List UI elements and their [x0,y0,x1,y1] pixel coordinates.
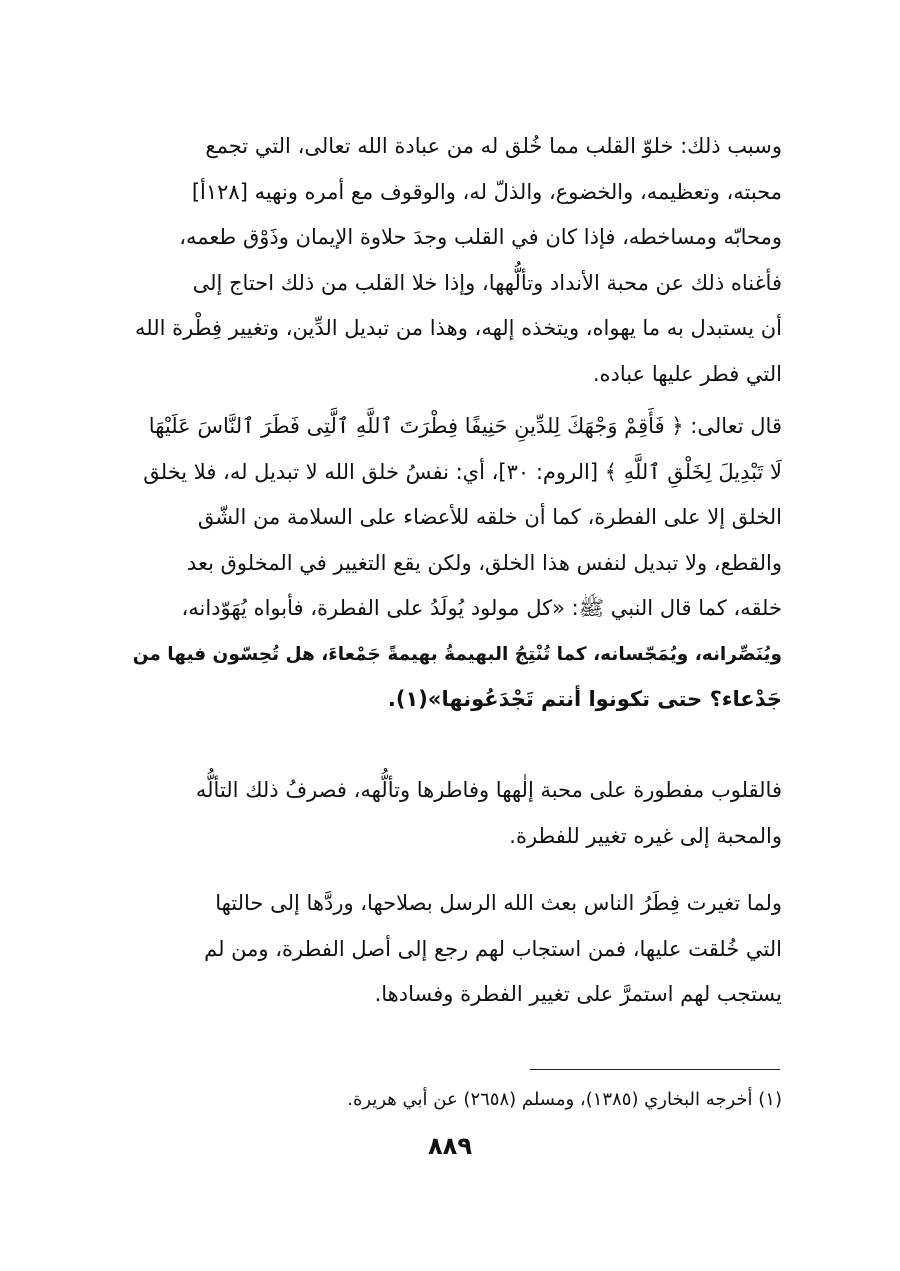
paragraph-4 [118,881,782,1018]
hadith-line: ويُنَصِّرانه، ويُمَجّسانه، كما تُنْتِجُ البهيمةُ بهيمةً جَمْعاءَ، هل تُحِسّون فيها من [132,643,782,665]
text-line: أن يستبدل به ما يهواه، ويتخذه إلهه، وهذا من تبديل الدِّين، وتغيير فِطْرة الله [135,316,782,340]
text-line: محبته، وتعظيمه، والخضوع، والذلّ له، والوقوف مع أمره ونهيه [١٢٨أ] [191,179,782,204]
paragraph-3 [118,768,782,859]
text-line: فالقلوب مفطورة على محبة إلٰهها وفاطرها وتألُّهه، فصرفُ ذلك التألُّه [195,778,782,802]
text-line: التي خُلقت عليها، فمن استجاب لهم رجع إلى أصل الفطرة، ومن لم [204,936,782,961]
text-line: الخلق إلا على الفطرة، كما أن خلقه للأعضاء على السلامة من الشّق [197,505,782,529]
footnote-divider [530,1069,780,1070]
text-line: يستجب لهم استمرَّ على تغيير الفطرة وفسادها. [374,982,782,1006]
page-number: ٨٨٩ [428,1132,472,1160]
paragraph-2 [118,404,782,723]
text-line: التي فطر عليها عباده. [592,361,782,386]
text-line: خلقه، كما قال النبي ﷺ: «كل مولود يُولَدُ على الفطرة، فأبواه يُهَوّدانه، [181,596,782,620]
paragraph-1 [118,124,782,397]
quran-verse-line: قال تعالى: ﴿ فَأَقِمْ وَجْهَكَ لِلدِّينِ حَنِيفًا فِطْرَتَ ٱللَّهِ ٱلَّتِى فَطَرَ ٱلنَّاسَ عَلَيْهَا [148,414,782,438]
text-line: ولما تغيرت فِطَرُ الناس بعث الله الرسل بصلاحها، وردَّها إلى حالتها [215,891,782,915]
text-line: لَا تَبْدِيلَ لِخَلْقِ ٱللَّهِ ﴾ [الروم: ٣٠]، أي: نفسُ خلق الله لا تبديل له، فلا يخلق [143,459,782,484]
text-line: وسبب ذلك: خلوّ القلب مما خُلق له من عبادة الله تعالى، التي تجمع [205,134,782,158]
hadith-line: جَدْعاء؟ حتى تكونوا أنتم تَجْدَعُونها»(١). [387,687,782,711]
text-line: والقطع، ولا تبديل لنفس هذا الخلق، ولكن يقع التغيير في المخلوق بعد [186,550,782,575]
text-line: ومحابّه ومساخطه، فإذا كان في القلب وجدَ حلاوة الإيمان وذَوْق طعمه، [179,225,782,249]
text-line: والمحبة إلى غيره تغيير للفطرة. [509,823,782,848]
footnote: (١) أخرجه البخاري (١٣٨٥)، ومسلم (٢٦٥٨) عن أبي هريرة. [347,1089,782,1110]
text-line: فأغناه ذلك عن محبة الأنداد وتألُّهها، وإذا خلا القلب من ذلك احتاج إلى [192,270,782,295]
